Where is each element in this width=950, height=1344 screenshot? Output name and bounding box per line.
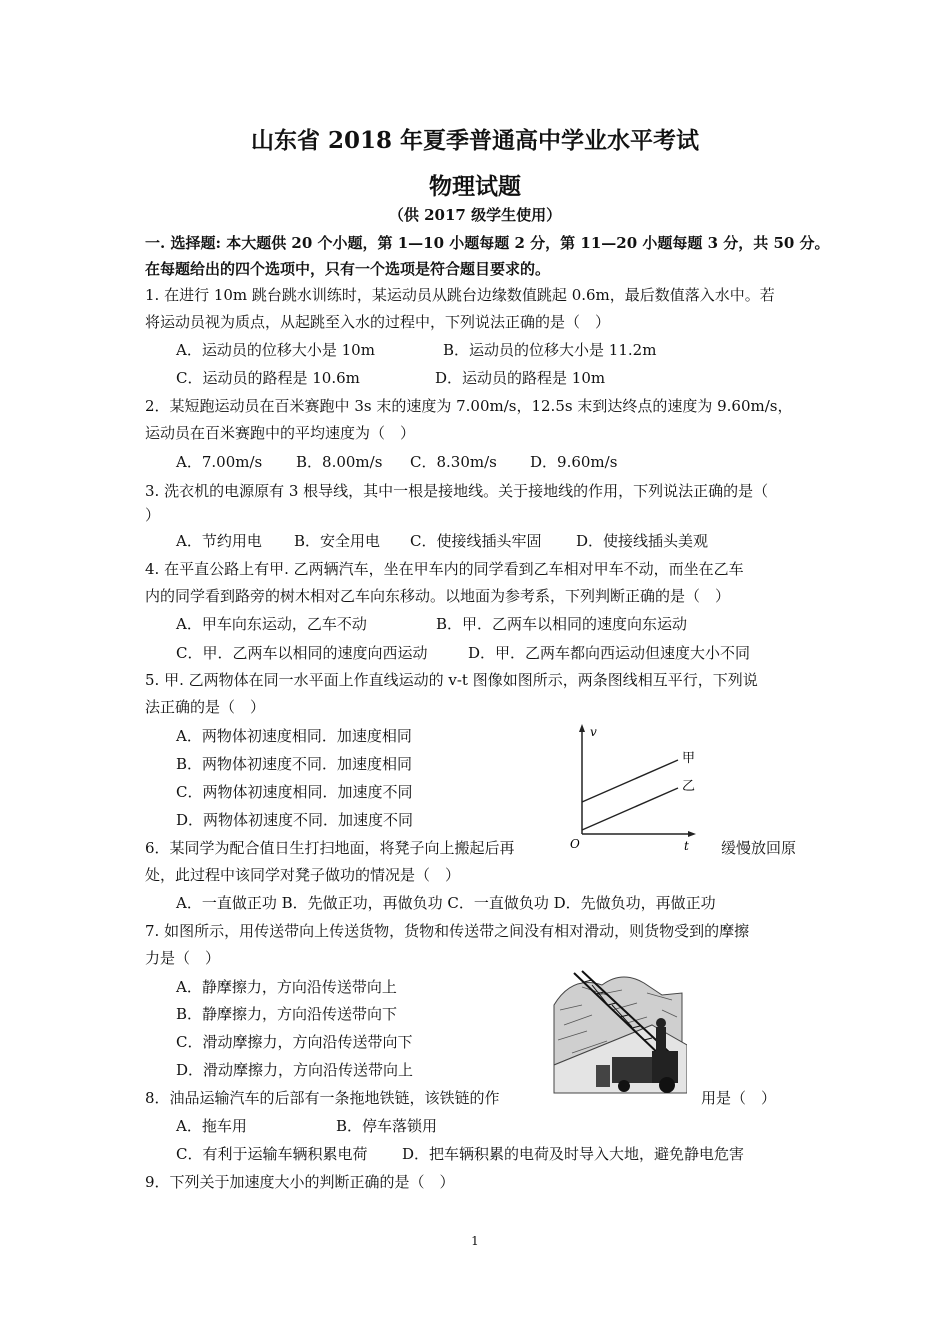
- q4-stem-line2: 内的同学看到路旁的树木相对乙车向东移动。以地面为参考系，下列判断正确的是（ ）: [145, 587, 731, 605]
- page-number: 1: [471, 1234, 479, 1248]
- q4-option-b: B．甲．乙两车以相同的速度向东运动: [436, 615, 688, 633]
- q6-stem-line2: 处，此过程中该同学对凳子做功的情况是（ ）: [145, 866, 461, 884]
- q2-option-b: B．8.00m/s: [296, 453, 383, 471]
- q8-stem-line1-right: 用是（ ）: [701, 1089, 777, 1107]
- q8-option-d: D．把车辆积累的电荷及时导入大地，避免静电危害: [402, 1145, 745, 1163]
- section-heading-line2: 在每题给出的四个选项中，只有一个选项是符合题目要求的。: [145, 260, 551, 278]
- q5-option-a: A．两物体初速度相同．加速度相同: [176, 727, 412, 745]
- q2-stem-line2: 运动员在百米赛跑中的平均速度为（ ）: [145, 424, 416, 442]
- q7-option-c: C．滑动摩擦力，方向沿传送带向下: [176, 1033, 413, 1051]
- q3-stem-line2: ）: [145, 506, 161, 524]
- q3-option-a: A．节约用电: [176, 532, 262, 550]
- q5-option-d: D．两物体初速度不同．加速度不同: [176, 811, 414, 829]
- vt-graph-yi-label: 乙: [682, 779, 696, 794]
- q7-option-d: D．滑动摩擦力，方向沿传送带向上: [176, 1061, 414, 1079]
- vt-graph-v-label: v: [590, 725, 597, 739]
- q8-option-a: A．拖车用: [176, 1117, 247, 1135]
- q7-option-b: B．静摩擦力，方向沿传送带向下: [176, 1005, 398, 1023]
- q2-option-c: C．8.30m/s: [410, 453, 497, 471]
- q2-option-a: A．7.00m/s: [176, 453, 263, 471]
- q1-option-a: A．运动员的位移大小是 10m: [176, 341, 375, 359]
- q8-option-b: B．停车落锁用: [336, 1117, 438, 1135]
- q5-stem-line2: 法正确的是（ ）: [145, 698, 266, 716]
- q3-stem-line1: 3. 洗衣机的电源原有 3 根导线，其中一根是接地线。关于接地线的作用，下列说法正确的是（: [145, 482, 769, 500]
- q6-stem-line1-right: 缓慢放回原: [721, 839, 797, 857]
- vt-graph-origin-label: O: [570, 837, 580, 851]
- q3-option-b: B．安全用电: [294, 532, 381, 550]
- q7-stem-line1: 7. 如图所示，用传送带向上传送货物，货物和传送带之间没有相对滑动，则货物受到的摩擦: [145, 922, 750, 940]
- q3-option-c: C．使接线插头牢固: [410, 532, 542, 550]
- q7-option-a: A．静摩擦力，方向沿传送带向上: [176, 978, 397, 996]
- q1-stem-line1: 1. 在进行 10m 跳台跳水训练时，某运动员从跳台边缘数值跳起 0.6m，最后数值落入水中。若: [145, 286, 775, 304]
- vt-graph-t-label: t: [684, 839, 689, 852]
- q6-stem-line1-left: 6．某同学为配合值日生打扫地面，将凳子向上搬起后再: [145, 839, 515, 857]
- q1-stem-line2: 将运动员视为质点，从起跳至入水的过程中，下列说法正确的是（ ）: [145, 313, 611, 331]
- q1-option-b: B．运动员的位移大小是 11.2m: [443, 341, 657, 359]
- vt-graph-jia-label: 甲: [682, 751, 696, 766]
- exam-title: 山东省 2018 年夏季普通高中学业水平考试: [250, 127, 700, 154]
- exam-note: （供 2017 级学生使用）: [388, 206, 562, 224]
- q4-option-a: A．甲车向东运动，乙车不动: [176, 615, 367, 633]
- q6-options: A．一直做正功 B．先做正功，再做负功 C．一直做负功 D．先做负功，再做正功: [176, 894, 716, 912]
- q4-option-c: C．甲．乙两车以相同的速度向西运动: [176, 644, 428, 662]
- q9-stem-line1: 9．下列关于加速度大小的判断正确的是（ ）: [145, 1173, 455, 1191]
- section-heading-line1: 一. 选择题: 本大题供 20 个小题，第 1—10 小题每题 2 分，第 11—20 小题每题 3 分，共 50 分。: [145, 234, 830, 252]
- vt-graph-line-yi: [582, 788, 678, 830]
- q1-option-d: D．运动员的路程是 10m: [435, 369, 606, 387]
- q2-stem-line1: 2．某短跑运动员在百米赛跑中 3s 末的速度为 7.00m/s，12.5s 末到达终点的速度为 9.60m/s，: [145, 397, 793, 415]
- q3-option-d: D．使接线插头美观: [576, 532, 709, 550]
- q2-option-d: D．9.60m/s: [530, 453, 618, 471]
- q7-stem-line2: 力是（ ）: [145, 949, 221, 967]
- vt-graph-t-arrow: [688, 831, 696, 837]
- q4-stem-line1: 4. 在平直公路上有甲. 乙两辆汽车，坐在甲车内的同学看到乙车相对甲车不动，而坐在乙车: [145, 560, 744, 578]
- q8-stem-line1-left: 8．油品运输汽车的后部有一条拖地铁链，该铁链的作: [145, 1089, 500, 1107]
- vt-graph: [566, 722, 706, 852]
- exam-subtitle: 物理试题: [429, 173, 521, 200]
- q8-option-c: C．有利于运输车辆积累电荷: [176, 1145, 368, 1163]
- q5-option-b: B．两物体初速度不同．加速度相同: [176, 755, 413, 773]
- vt-graph-v-arrow: [579, 724, 585, 732]
- q5-option-c: C．两物体初速度相同．加速度不同: [176, 783, 413, 801]
- conveyor-belt-image: [552, 965, 687, 1095]
- q1-option-c: C．运动员的路程是 10.6m: [176, 369, 360, 387]
- vt-graph-line-jia: [582, 760, 678, 802]
- q4-option-d: D．甲．乙两车都向西运动但速度大小不同: [468, 644, 751, 662]
- q5-stem-line1: 5. 甲. 乙两物体在同一水平面上作直线运动的 v-t 图像如图所示，两条图线相互平行，下列说: [145, 671, 758, 689]
